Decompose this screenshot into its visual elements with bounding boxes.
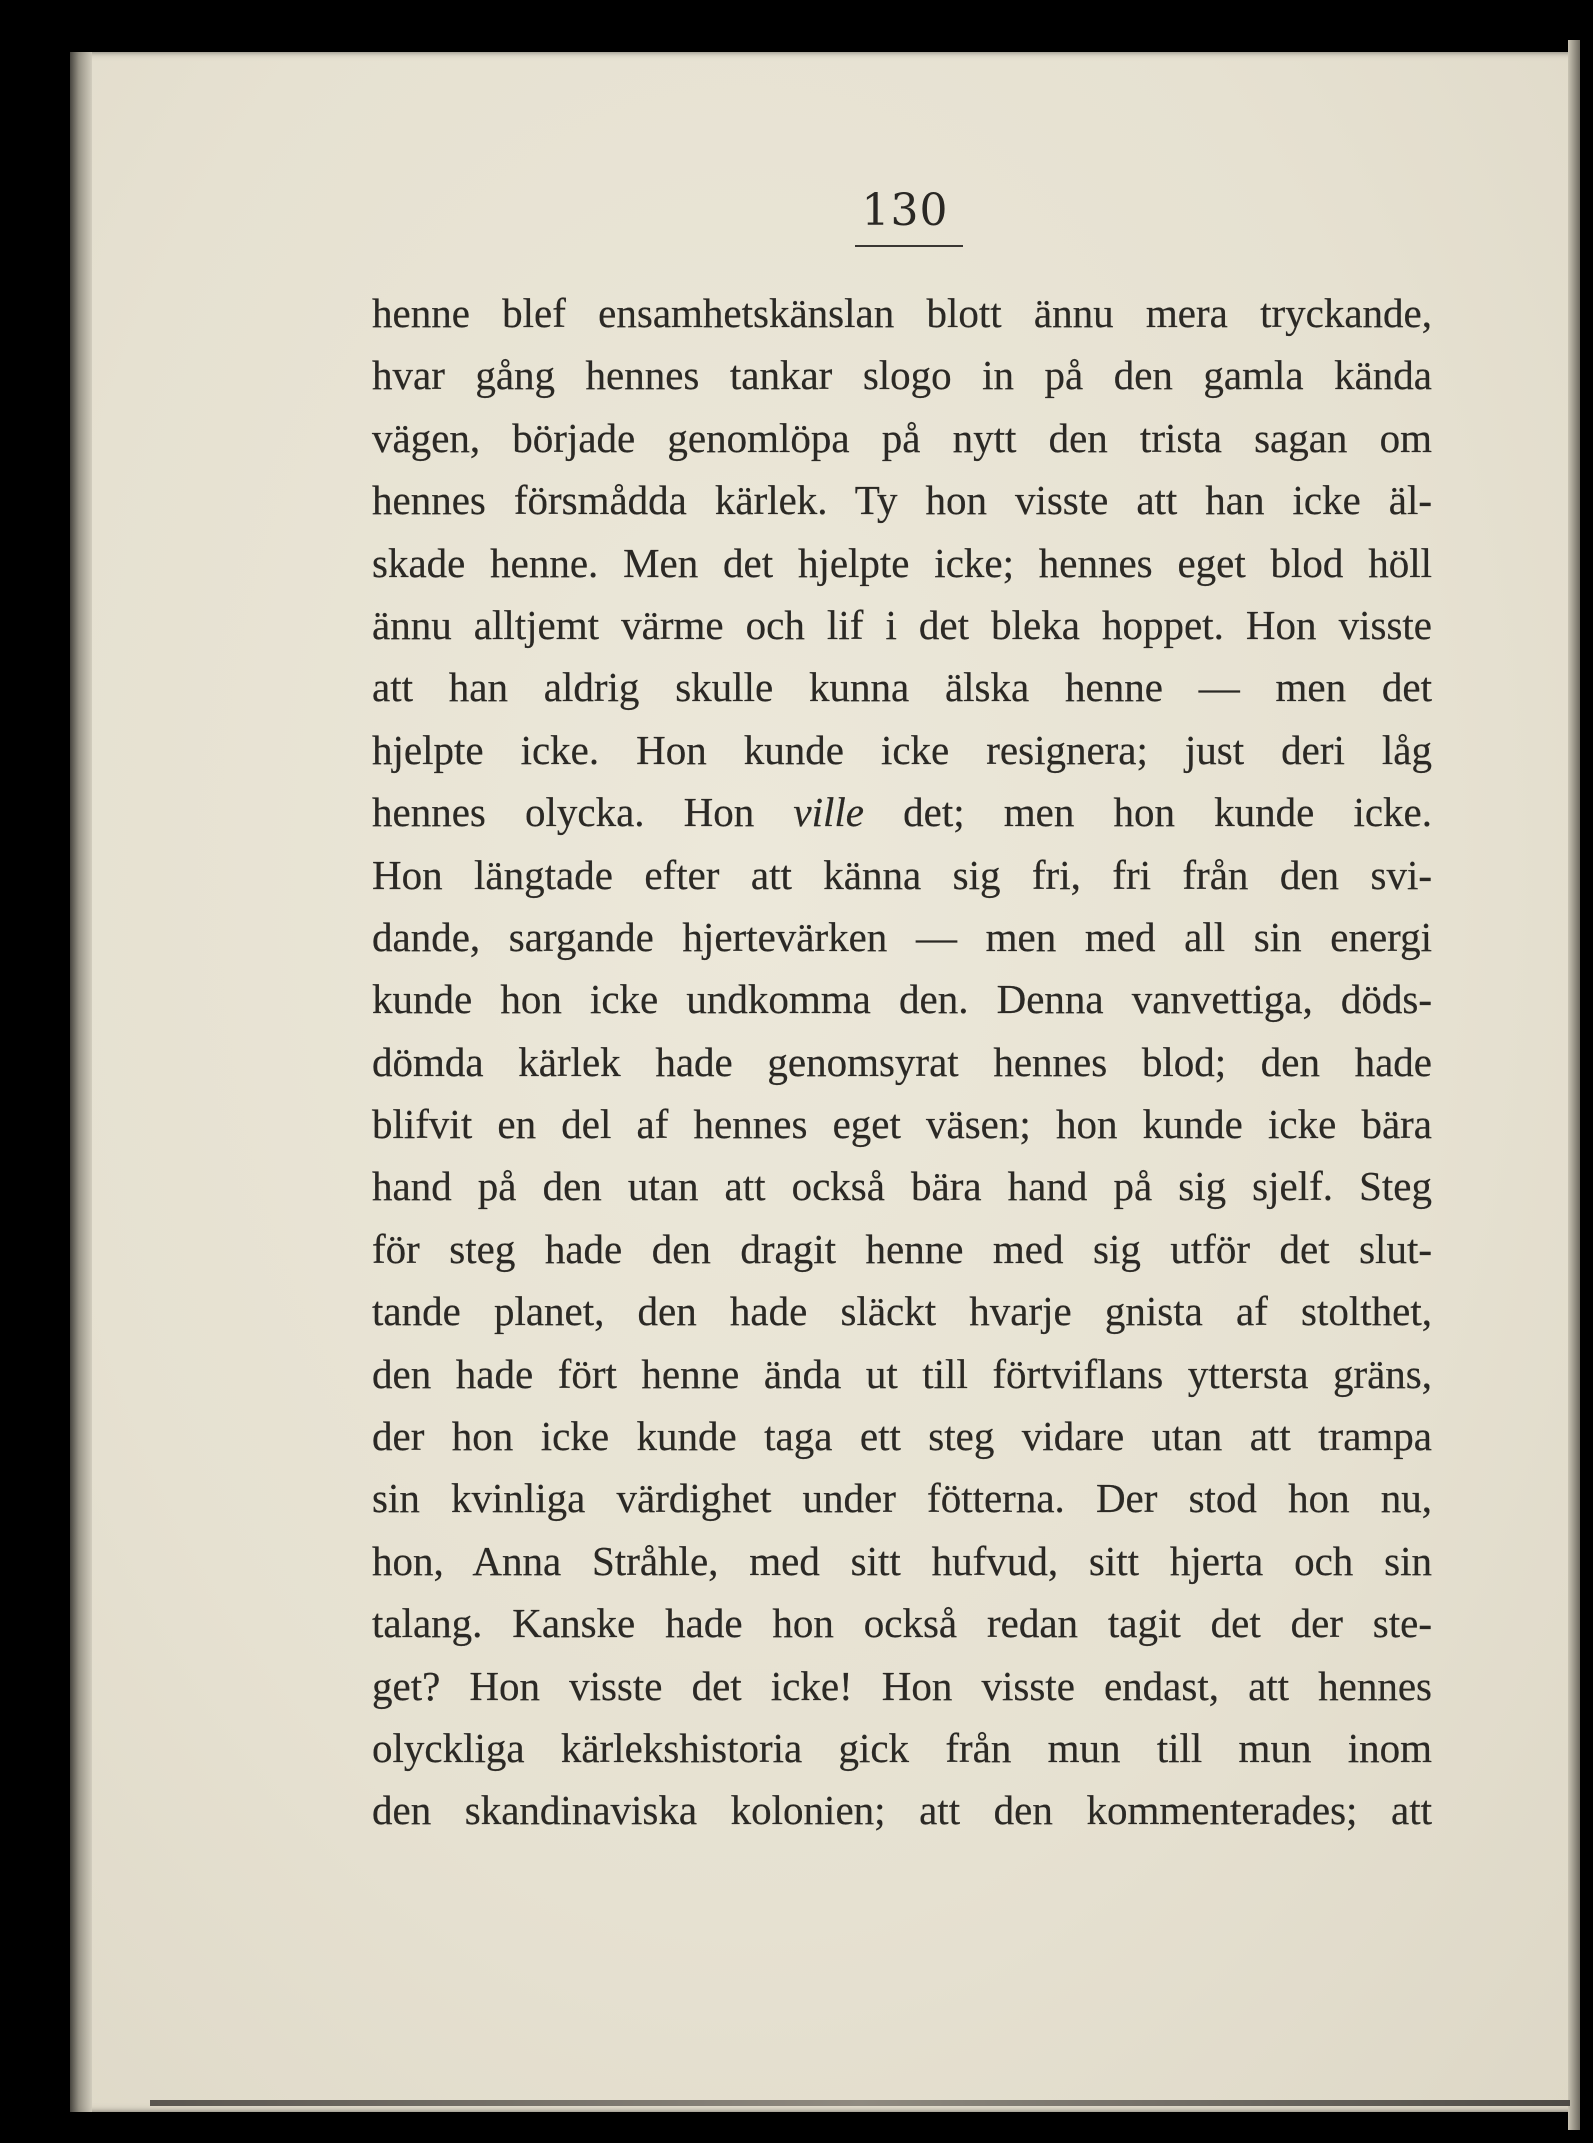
- text-line: talang. Kanske hade hon också redan tagit det der ste-: [372, 1600, 1432, 1647]
- text-line: ännu alltjemt värme och lif i det bleka hoppet. Hon visste: [372, 601, 1432, 648]
- text-line: dömda kärlek hade genomsyrat hennes blod; den hade: [372, 1038, 1432, 1085]
- text-line: der hon icke kunde taga ett steg vidare utan att trampa: [372, 1413, 1432, 1460]
- page-number: 130: [861, 185, 949, 236]
- text-line: get? Hon visste det icke! Hon visste endast, att hennes: [372, 1662, 1432, 1709]
- text-line: hand på den utan att också bära hand på sig sjelf. Steg: [372, 1163, 1432, 1210]
- text-line: hennes försmådda kärlek. Ty hon visste att han icke äl-: [372, 477, 1432, 524]
- text-line: hon, Anna Stråhle, med sitt hufvud, sitt hjerta och sin: [372, 1537, 1432, 1584]
- text-line: sin kvinliga värdighet under fötterna. Der stod hon nu,: [372, 1475, 1432, 1522]
- text-line: henne blef ensamhetskänslan blott ännu mera tryckande,: [372, 290, 1432, 336]
- text-line: blifvit en del af hennes eget väsen; hon kunde icke bära: [372, 1101, 1432, 1148]
- body-text: [372, 282, 1432, 1842]
- text-line: hvar gång hennes tankar slogo in på den gamla kända: [372, 352, 1432, 399]
- text-line: hjelpte icke. Hon kunde icke resignera; just deri låg: [372, 726, 1432, 773]
- text-line: att han aldrig skulle kunna älska henne — men det: [372, 664, 1432, 711]
- text-line: den skandinaviska kolonien; att den kommenterades; att: [372, 1787, 1432, 1834]
- page-bottom-edge: [150, 2100, 1570, 2106]
- text-line: hennes olycka. Hon ville det; men hon kunde icke.: [372, 789, 1432, 836]
- text-line: den hade fört henne ända ut till förtviflans yttersta gräns,: [372, 1350, 1432, 1397]
- text-line: dande, sargande hjertevärken — men med all sin energi: [372, 913, 1432, 960]
- text-line: tande planet, den hade släckt hvarje gnista af stolthet,: [372, 1288, 1432, 1335]
- text-line: olyckliga kärlekshistoria gick från mun till mun inom: [372, 1724, 1432, 1771]
- page-fore-edge: [1568, 40, 1580, 2130]
- text-line: kunde hon icke undkomma den. Denna vanvettiga, döds-: [372, 976, 1432, 1023]
- text-line: Hon längtade efter att känna sig fri, fri från den svi-: [372, 851, 1432, 898]
- italic-emphasis: ville: [793, 789, 864, 836]
- text-line: för steg hade den dragit henne med sig utför det slut-: [372, 1225, 1432, 1272]
- text-line: vägen, började genomlöpa på nytt den trista sagan om: [372, 414, 1432, 461]
- page-number-rule: [855, 245, 963, 247]
- page-gutter-shadow: [70, 52, 92, 2112]
- text-line: skade henne. Men det hjelpte icke; hennes eget blod höll: [372, 539, 1432, 586]
